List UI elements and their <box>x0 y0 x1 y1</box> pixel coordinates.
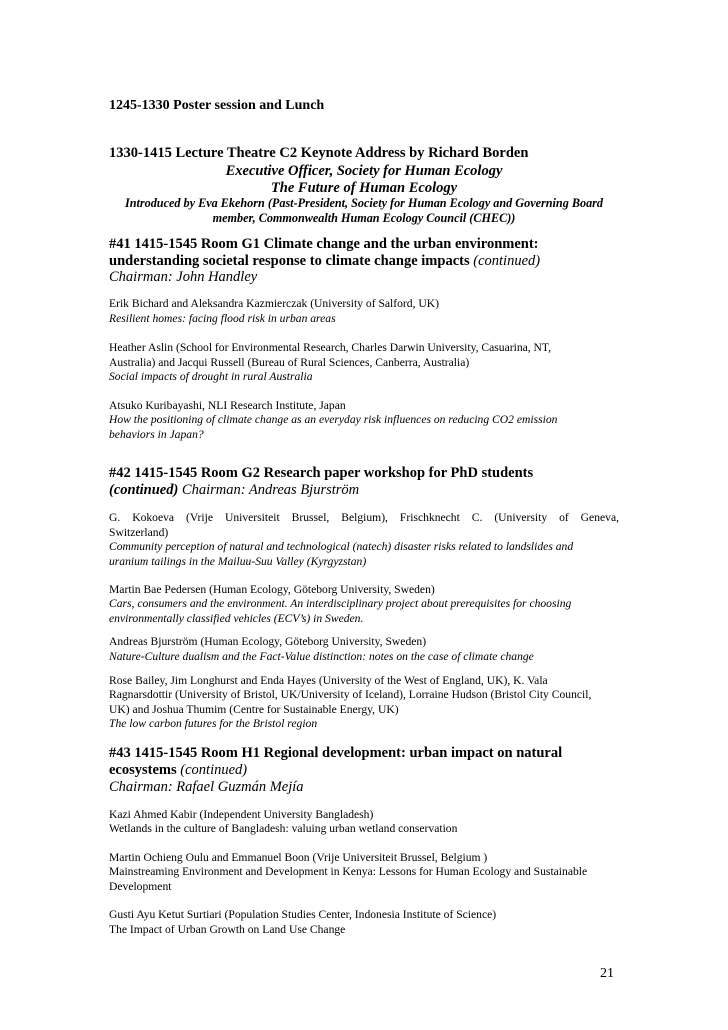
s42-paper-1-authors-2: Switzerland) <box>109 526 169 539</box>
session-41-continued: (continued) <box>469 253 541 269</box>
keynote-intro-1: Introduced by Eva Ekehorn (Past-President, Society for Human Ecology and Governing Board <box>124 196 604 210</box>
keynote-role: Executive Officer, Society for Human Ecology <box>225 163 503 179</box>
s42-paper-4-authors-3: UK) and Joshua Thumim (Centre for Sustainable Energy, UK) <box>109 703 399 716</box>
session-41-title-1: #41 1415-1545 Room G1 Climate change and the urban environment: <box>109 236 539 252</box>
session-43-title-2-text: ecosystems <box>109 762 177 778</box>
session-42-title-2 <box>109 482 619 499</box>
s43-paper-2-authors: Martin Ochieng Oulu and Emmanuel Boon (Vrije Universiteit Brussel, Belgium ) <box>109 851 488 864</box>
s41-paper-2-authors-1: Heather Aslin (School for Environmental Research, Charles Darwin University, Casuarina, NT, <box>109 341 552 354</box>
s42-paper-4-authors-1: Rose Bailey, Jim Longhurst and Enda Hayes (University of the West of England, UK), K. Vala <box>109 674 548 687</box>
s42-paper-2-title-1: Cars, consumers and the environment. An interdisciplinary project about prerequisites for choosing <box>109 597 572 610</box>
s42-paper-1-title-1: Community perception of natural and technological (natech) disaster risks related to landslides and <box>109 540 574 553</box>
s42-paper-1-title-2: uranium tailings in the Mailuu-Suu Valley (Kyrgyzstan) <box>109 555 367 568</box>
s43-paper-3-authors: Gusti Ayu Ketut Surtiari (Population Studies Center, Indonesia Institute of Science) <box>109 908 497 921</box>
s43-paper-1-authors: Kazi Ahmed Kabir (Independent University Bangladesh) <box>109 808 374 821</box>
session-42-continued: (continued) <box>109 482 179 498</box>
s41-paper-2-authors-2: Australia) and Jacqui Russell (Bureau of Rural Sciences, Canberra, Australia) <box>109 356 470 369</box>
s41-paper-2-title: Social impacts of drought in rural Australia <box>109 370 313 383</box>
s43-paper-2-title-2: Development <box>109 880 172 893</box>
session-43-title-2 <box>109 762 619 779</box>
keynote-line: 1330-1415 Lecture Theatre C2 Keynote Address by Richard Borden <box>109 145 529 161</box>
s42-paper-2-authors: Martin Bae Pedersen (Human Ecology, Göteborg University, Sweden) <box>109 583 435 596</box>
s43-paper-2-title-1: Mainstreaming Environment and Development in Kenya: Lessons for Human Ecology and Sustainable <box>109 865 588 878</box>
session-41-title-2-text: understanding societal response to climate change impacts <box>109 253 470 269</box>
s41-paper-1-title: Resilient homes: facing flood risk in urban areas <box>109 312 336 325</box>
session-42-title-1: #42 1415-1545 Room G2 Research paper workshop for PhD students <box>109 465 534 481</box>
s41-paper-3-title-1: How the positioning of climate change as an everyday risk influences on reducing CO2 emission <box>109 413 558 426</box>
session-41-chair: Chairman: John Handley <box>109 269 258 285</box>
session-42-chair: Chairman: Andreas Bjurström <box>178 482 360 498</box>
s43-paper-3-title: The Impact of Urban Growth on Land Use Change <box>109 923 346 936</box>
lunch-line: 1245-1330 Poster session and Lunch <box>109 98 325 113</box>
s42-paper-4-authors-2: Ragnarsdottir (University of Bristol, UK/University of Iceland), Lorraine Hudson (Bristol City Council, <box>109 688 592 701</box>
session-43-title-1: #43 1415-1545 Room H1 Regional development: urban impact on natural <box>109 745 563 761</box>
s42-paper-4-title: The low carbon futures for the Bristol region <box>109 717 318 730</box>
s43-paper-1-title: Wetlands in the culture of Bangladesh: valuing urban wetland conservation <box>109 822 458 835</box>
page-number: 21 <box>600 966 614 981</box>
session-41-title-2 <box>109 253 619 270</box>
s42-paper-3-title: Nature-Culture dualism and the Fact-Value distinction: notes on the case of climate change <box>109 650 534 663</box>
s41-paper-3-authors: Atsuko Kuribayashi, NLI Research Institute, Japan <box>109 399 346 412</box>
s41-paper-3-title-2: behaviors in Japan? <box>109 428 204 441</box>
keynote-title: The Future of Human Ecology <box>270 180 458 196</box>
s42-paper-1-authors-1: G. Kokoeva (Vrije Universiteit Brussel, Belgium), Frischknecht C. (University of Geneva, <box>109 511 619 524</box>
keynote-intro-2: member, Commonwealth Human Ecology Council (CHEC)) <box>212 211 516 225</box>
s42-paper-3-authors: Andreas Bjurström (Human Ecology, Göteborg University, Sweden) <box>109 635 427 648</box>
session-43-continued: (continued) <box>176 762 248 778</box>
s41-paper-1-authors: Erik Bichard and Aleksandra Kazmierczak (University of Salford, UK) <box>109 297 439 310</box>
s42-paper-2-title-2: environmentally classified vehicles (ECV’s) in Sweden. <box>109 612 364 625</box>
session-43-chair: Chairman: Rafael Guzmán Mejía <box>109 779 304 795</box>
